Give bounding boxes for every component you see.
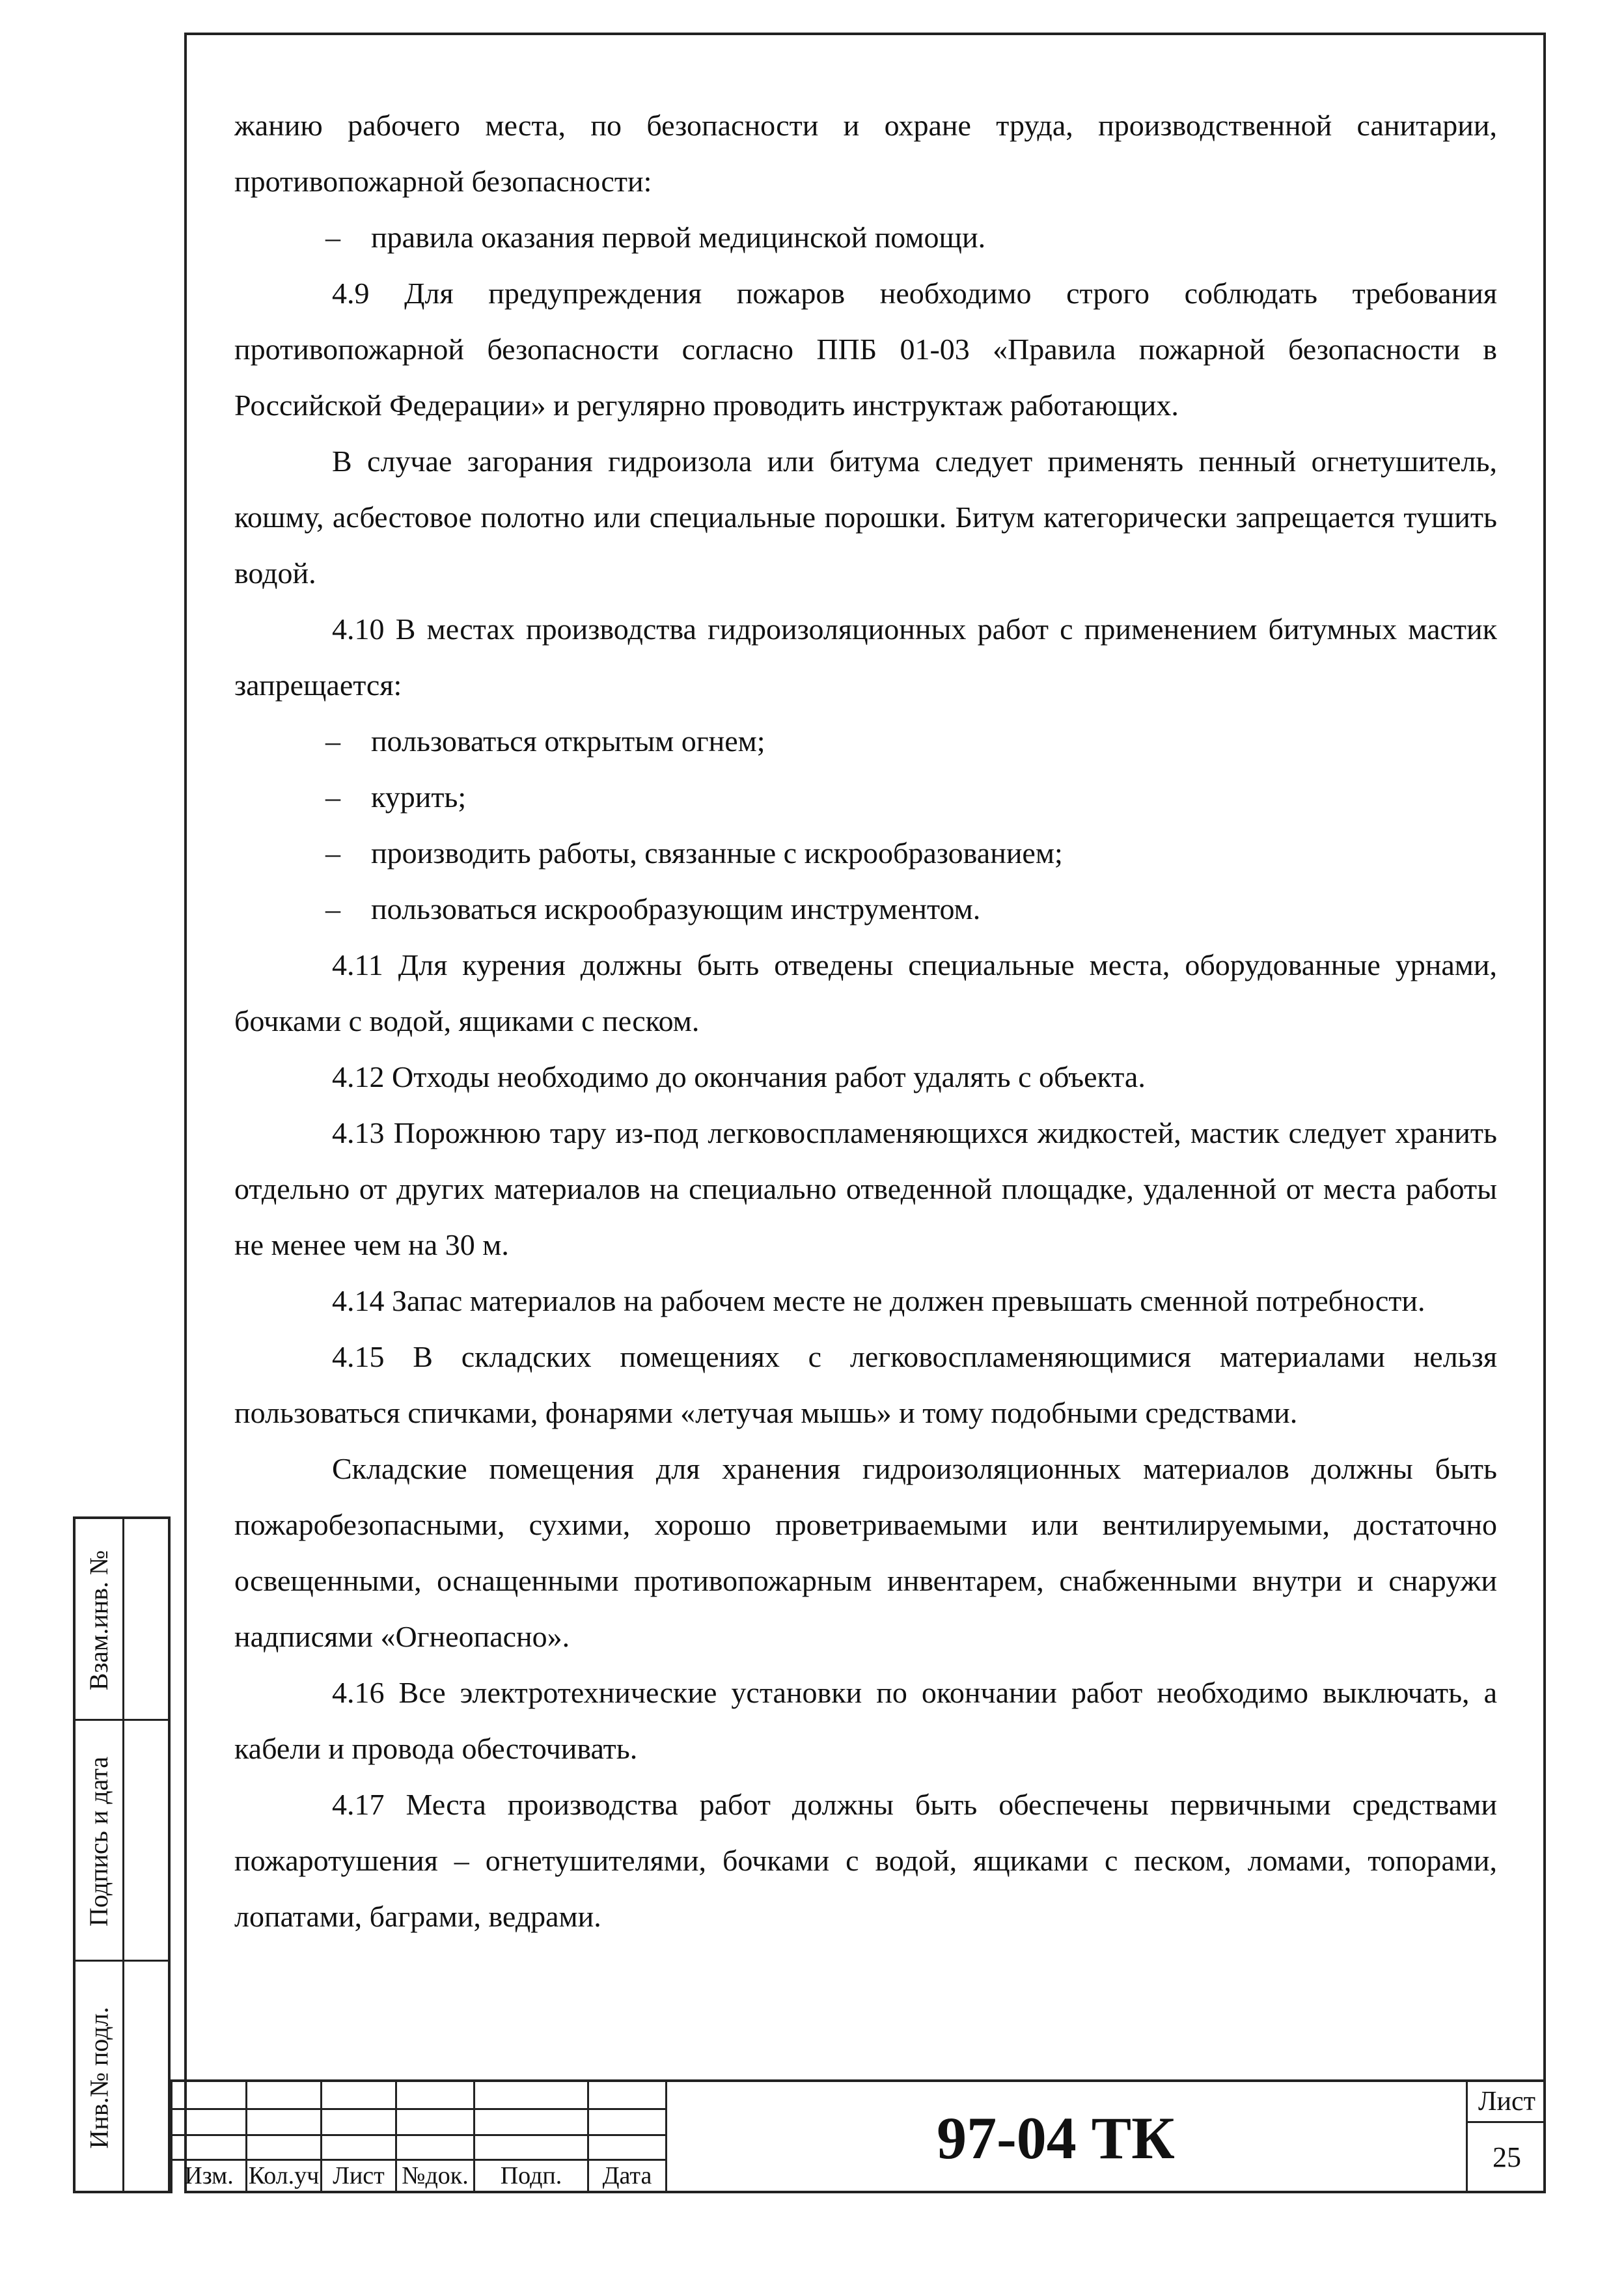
- side-stamp: [73, 1516, 171, 2193]
- paragraph-4-12: 4.12 Отходы необходимо до окончания работ удалять с объекта.: [332, 1060, 1146, 1093]
- list-item: [234, 881, 1497, 937]
- paragraph-4-11: 4.11 Для курения должны быть отведены специальные места, оборудованные урнами, бочками с водой, ящиками с песком.: [234, 948, 1497, 1037]
- paragraph-4-14: 4.14 Запас материалов на рабочем месте не должен превышать сменной потребности.: [332, 1284, 1425, 1317]
- title-block: [171, 2079, 1546, 2193]
- list-item-text: производить работы, связанные с искрообразованием;: [371, 836, 1063, 870]
- title-block-row-line: [171, 2108, 665, 2110]
- paragraph-continuation: жанию рабочего места, по безопасности и охране труда, производственной санитарии, противопожарной безопасности:: [234, 109, 1497, 198]
- vzam-inv-label: Взам.инв. №: [84, 1550, 114, 1690]
- dash-marker: –: [325, 780, 340, 814]
- list-item-text: пользоваться открытым огнем;: [371, 724, 765, 758]
- title-block-row-line: [171, 2134, 665, 2136]
- col-list-label: Лист: [333, 2162, 385, 2189]
- paragraph-4-17: 4.17 Места производства работ должны быть обеспечены первичными средствами пожаротушения – огнетушителями, бочками с водой, ящиками с песком, ломами, топорами, лопатами, баграми, ведрами.: [234, 1788, 1497, 1933]
- list-item: [234, 825, 1497, 881]
- paragraph-4-16: 4.16 Все электротехнические установки по окончании работ необходимо выключать, а кабели и провода обесточивать.: [234, 1676, 1497, 1765]
- col-kol-uch-label: Кол.уч: [248, 2162, 320, 2189]
- list-item-text: пользоваться искрообразующим инструментом.: [371, 892, 981, 925]
- list-item-text: курить;: [371, 780, 467, 814]
- col-podp-label: Подп.: [500, 2162, 562, 2189]
- sheet-box: [1466, 2082, 1546, 2193]
- list-item: [234, 769, 1497, 825]
- dash-marker: –: [325, 724, 340, 758]
- dash-marker: –: [325, 892, 340, 925]
- sheet-number: 25: [1493, 2141, 1521, 2173]
- paragraph-4-15: 4.15 В складских помещениях с легковоспламеняющимися материалами нельзя пользоваться спичками, фонарями «летучая мышь» и тому подобными средствами.: [234, 1340, 1497, 1429]
- paragraph-4-13: 4.13 Порожнюю тару из-под легковоспламеняющихся жидкостей, мастик следует хранить отдельно от других материалов на специально отведенной площадке, удаленной от места работы не менее чем на 30 м.: [234, 1116, 1497, 1261]
- paragraph-storage: Складские помещения для хранения гидроизоляционных материалов должны быть пожаробезопасными, сухими, хорошо проветриваемыми или вентилируемыми, достаточно освещенными, оснащенными противопожарным инвентарем, снабженными внутри и снаружи надписями «Огнеопасно».: [234, 1452, 1497, 1653]
- dash-marker: –: [325, 836, 340, 870]
- inv-podl-label: Инв.№ подл.: [84, 2007, 114, 2148]
- list-item: [234, 210, 1497, 266]
- podpis-data-label: Подпись и дата: [84, 1756, 114, 1926]
- col-data-label: Дата: [602, 2162, 652, 2189]
- paragraph-fire: В случае загорания гидроизола или битума следует применять пенный огнетушитель, кошму, асбестовое полотно или специальные порошки. Битум категорически запрещается тушить водой.: [234, 445, 1497, 590]
- col-ndok-label: №док.: [402, 2162, 469, 2189]
- list-item-text: правила оказания первой медицинской помощи.: [371, 221, 986, 254]
- list-item: [234, 713, 1497, 769]
- paragraph-4-10: 4.10 В местах производства гидроизоляционных работ с применением битумных мастик запрещается:: [234, 612, 1497, 702]
- paragraph-4-9: 4.9 Для предупреждения пожаров необходимо строго соблюдать требования противопожарной безопасности согласно ППБ 01-03 «Правила пожарной безопасности в Российской Федерации» и регулярно проводить инструктаж работающих.: [234, 277, 1497, 422]
- document-body: [234, 98, 1497, 1945]
- dash-marker: –: [325, 221, 340, 254]
- document-code: 97-04 ТК: [937, 2104, 1175, 2171]
- sheet-label: Лист: [1468, 2082, 1546, 2123]
- col-izm-label: Изм.: [184, 2162, 234, 2189]
